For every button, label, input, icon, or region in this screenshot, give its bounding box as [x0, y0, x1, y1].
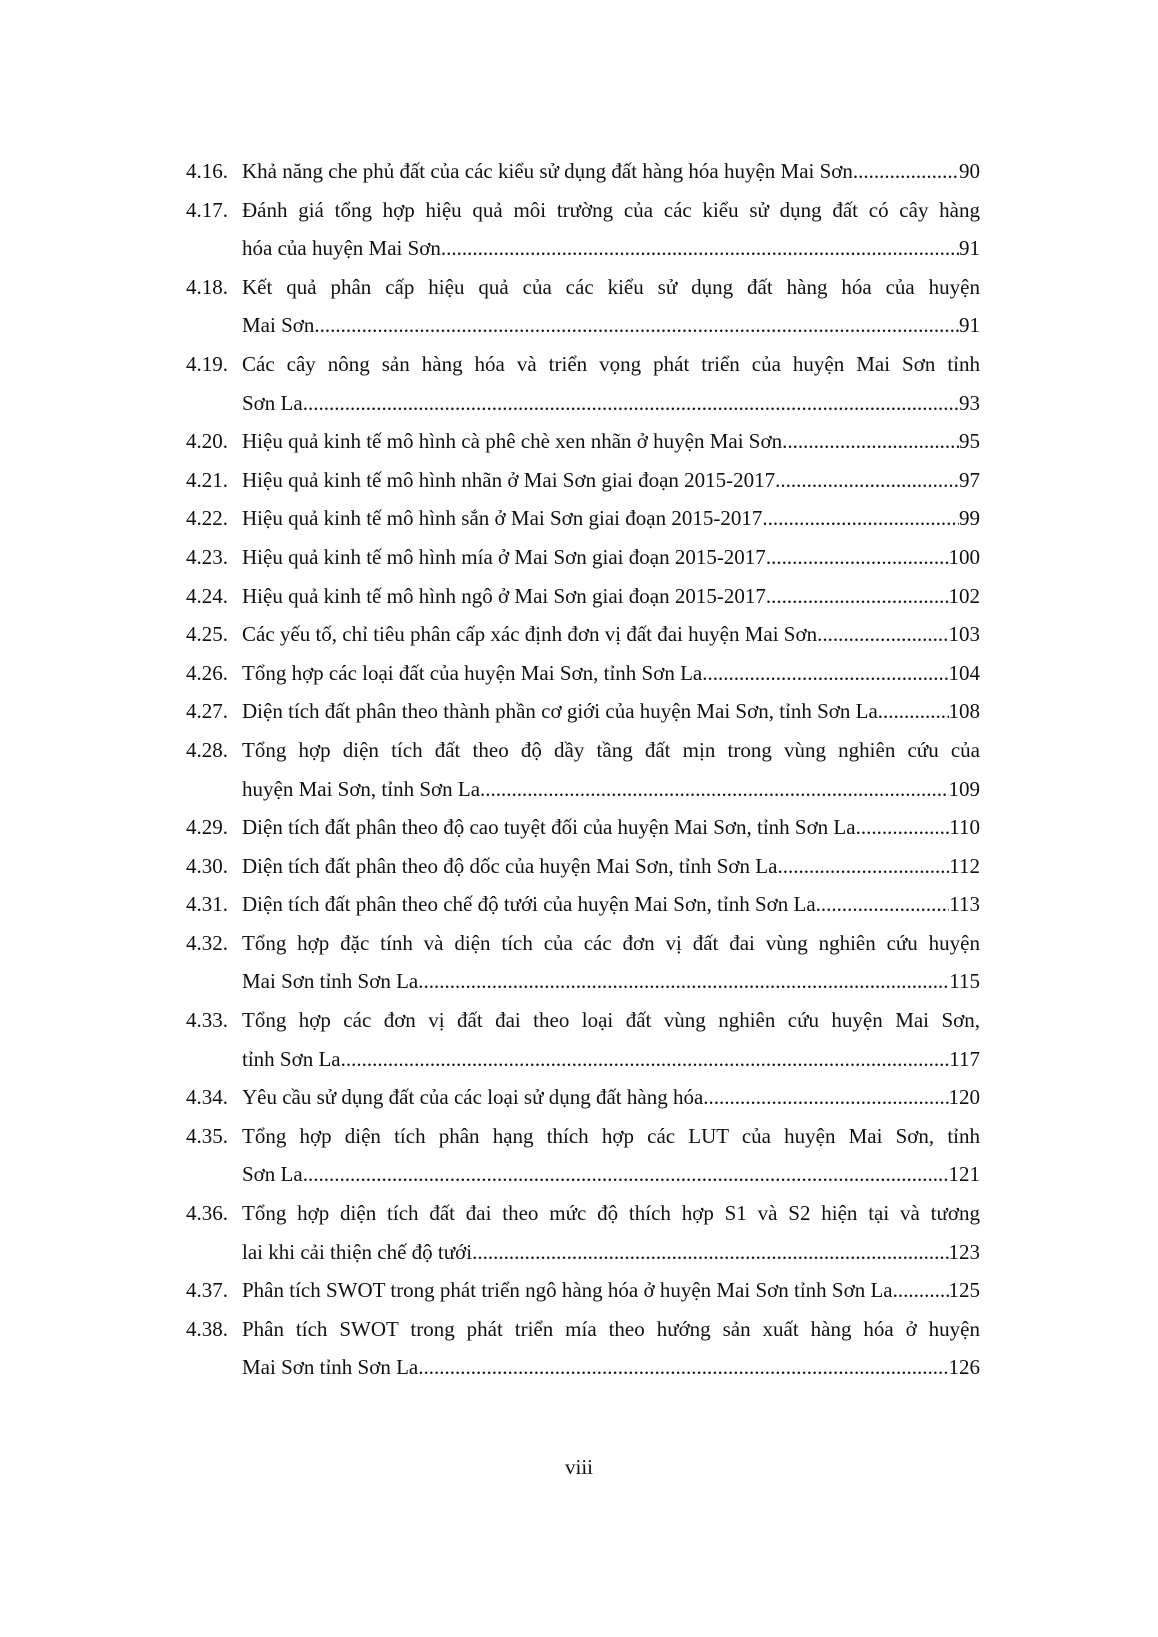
toc-entry[interactable] — [186, 499, 980, 538]
toc-entry-number: 4.24. — [186, 583, 228, 608]
toc-entry[interactable] — [186, 924, 980, 1001]
toc-entry-page: 121 — [948, 1162, 980, 1187]
toc-entry[interactable] — [186, 422, 980, 461]
dot-leader — [775, 461, 959, 500]
toc-entry[interactable] — [186, 1117, 980, 1194]
toc-entry-title-line: Hiệu quả kinh tế mô hình sắn ở Mai Sơn giai đoạn 2015-2017 — [242, 506, 763, 531]
toc-entry[interactable] — [186, 731, 980, 808]
toc-entry-title-line: Diện tích đất phân theo thành phần cơ giới của huyện Mai Sơn, tỉnh Sơn La — [242, 699, 878, 724]
toc-entry[interactable] — [186, 577, 980, 616]
toc-entry-number: 4.25. — [186, 622, 228, 647]
toc-entry-title-line: Các yếu tố, chỉ tiêu phân cấp xác định đơn vị đất đai huyện Mai Sơn — [242, 622, 818, 647]
page-number: viii — [564, 1455, 593, 1479]
toc-entry-last-line — [242, 577, 980, 616]
toc-entry[interactable] — [186, 1078, 980, 1117]
toc-entry-number: 4.30. — [186, 853, 228, 878]
toc-entry-number: 4.31. — [186, 892, 228, 917]
toc-entry-title-line: Mai Sơn tỉnh Sơn La — [242, 1355, 419, 1380]
toc-entry-title-line: Sơn La — [242, 390, 303, 415]
dot-leader — [762, 499, 959, 538]
dot-leader — [303, 1155, 949, 1194]
toc-entry-page: 109 — [948, 776, 980, 801]
toc-entry[interactable] — [186, 461, 980, 500]
toc-entry-number: 4.16. — [186, 159, 228, 183]
dot-leader — [303, 384, 959, 423]
dot-leader — [856, 808, 950, 847]
toc-entry-title-line: Khả năng che phủ đất của các kiểu sử dụng đất hàng hóa huyện Mai Sơn — [242, 159, 853, 183]
toc-entry-title-line: Tổng hợp diện tích đất theo độ dầy tầng đất mịn trong vùng nghiên cứu của — [242, 737, 980, 762]
dot-leader — [341, 1040, 950, 1079]
toc-entry-last-line — [242, 885, 980, 924]
toc-entry-page: 90 — [959, 159, 980, 183]
toc-entry-last-line — [242, 538, 980, 577]
toc-entry-title-line: Các cây nông sản hàng hóa và triển vọng phát triển của huyện Mai Sơn tỉnh — [242, 351, 980, 376]
toc-entry-page: 95 — [959, 429, 980, 454]
toc-entry-number: 4.23. — [186, 544, 228, 569]
toc-entry-title-line: Tổng hợp các loại đất của huyện Mai Sơn, tỉnh Sơn La — [242, 660, 703, 685]
toc-entry[interactable] — [186, 808, 980, 847]
toc-entry-title-line: Tổng hợp diện tích phân hạng thích hợp các LUT của huyện Mai Sơn, tỉnh — [242, 1123, 980, 1148]
dot-leader — [816, 885, 950, 924]
toc-entry-last-line — [242, 962, 980, 1001]
toc-entry-number: 4.28. — [186, 737, 228, 762]
toc-entry[interactable] — [186, 1001, 980, 1078]
dot-leader — [418, 1348, 948, 1387]
toc-entry-page: 100 — [948, 544, 980, 569]
toc-entry[interactable] — [186, 191, 980, 268]
dot-leader — [418, 962, 949, 1001]
toc-entry-page: 99 — [959, 506, 980, 531]
toc-entry-page: 125 — [948, 1278, 980, 1303]
toc-entry-number: 4.21. — [186, 467, 228, 492]
toc-entry-page: 113 — [949, 892, 980, 917]
toc-entry-page: 104 — [948, 660, 980, 685]
toc-entry-page: 115 — [949, 969, 980, 994]
toc-entry-title-line: Đánh giá tổng hợp hiệu quả môi trường của các kiểu sử dụng đất có cây hàng — [242, 197, 980, 222]
dot-leader — [782, 422, 959, 461]
toc-entry-page: 93 — [959, 390, 980, 415]
toc-entry-last-line — [242, 1155, 980, 1194]
toc-entry-number: 4.19. — [186, 351, 228, 376]
dot-leader — [893, 1271, 949, 1310]
toc-entry-last-line — [242, 461, 980, 500]
toc-entry-title-line: Diện tích đất phân theo chế độ tưới của huyện Mai Sơn, tỉnh Sơn La — [242, 892, 816, 917]
dot-leader — [817, 615, 948, 654]
dot-leader — [766, 538, 949, 577]
toc-entry[interactable] — [186, 1194, 980, 1271]
toc-entry-title-line: Kết quả phân cấp hiệu quả của các kiểu sử dụng đất hàng hóa của huyện — [242, 274, 980, 299]
toc-entry-title-line: Yêu cầu sử dụng đất của các loại sử dụng đất hàng hóa — [242, 1085, 704, 1110]
toc-entry-last-line — [242, 384, 980, 423]
toc-entry-page: 126 — [948, 1355, 980, 1380]
dot-leader — [441, 229, 959, 268]
toc-entry-number: 4.18. — [186, 274, 228, 299]
table-of-contents — [186, 152, 980, 1387]
toc-entry-title-line: Hiệu quả kinh tế mô hình mía ở Mai Sơn giai đoạn 2015-2017 — [242, 544, 766, 569]
toc-entry-last-line — [242, 306, 980, 345]
toc-entry-last-line — [242, 499, 980, 538]
toc-entry[interactable] — [186, 615, 980, 654]
toc-entry-page: 117 — [949, 1046, 980, 1071]
dot-leader — [853, 152, 959, 191]
toc-entry-page: 108 — [948, 699, 980, 724]
toc-entry[interactable] — [186, 345, 980, 422]
toc-entry-page: 91 — [959, 313, 980, 338]
toc-entry-number: 4.32. — [186, 930, 228, 955]
toc-entry[interactable] — [186, 538, 980, 577]
toc-entry-last-line — [242, 654, 980, 693]
toc-entry[interactable] — [186, 847, 980, 886]
dot-leader — [472, 1233, 948, 1272]
toc-entry-number: 4.26. — [186, 660, 228, 685]
toc-entry-number: 4.17. — [186, 197, 228, 222]
toc-entry-title-line: Mai Sơn — [242, 313, 315, 338]
toc-entry-title-line: Tổng hợp các đơn vị đất đai theo loại đất vùng nghiên cứu huyện Mai Sơn, — [242, 1008, 980, 1033]
toc-entry-title-line: Hiệu quả kinh tế mô hình cà phê chè xen nhãn ở huyện Mai Sơn — [242, 429, 783, 454]
toc-entry-title-line: Tổng hợp đặc tính và diện tích của các đơn vị đất đai vùng nghiên cứu huyện — [242, 930, 980, 955]
toc-entry-number: 4.38. — [186, 1316, 228, 1341]
toc-entry-last-line — [242, 229, 980, 268]
toc-entry-last-line — [242, 1040, 980, 1079]
toc-entry-page: 123 — [948, 1239, 980, 1264]
toc-entry-number: 4.20. — [186, 429, 228, 454]
toc-entry-title-line: Diện tích đất phân theo độ dốc của huyện Mai Sơn, tỉnh Sơn La — [242, 853, 778, 878]
toc-entry-number: 4.33. — [186, 1008, 228, 1033]
toc-entry-title-line: lai khi cải thiện chế độ tưới — [242, 1239, 473, 1264]
toc-entry[interactable] — [186, 268, 980, 345]
toc-entry-title-line: huyện Mai Sơn, tỉnh Sơn La — [242, 776, 481, 801]
toc-entry-last-line — [242, 1078, 980, 1117]
toc-entry-last-line — [242, 1271, 980, 1310]
toc-entry-page: 112 — [949, 853, 980, 878]
toc-entry-page: 91 — [959, 236, 980, 261]
toc-entry[interactable] — [186, 885, 980, 924]
toc-entry-number: 4.29. — [186, 815, 228, 840]
dot-leader — [777, 847, 949, 886]
toc-entry-page: 120 — [948, 1085, 980, 1110]
toc-entry[interactable] — [186, 152, 980, 191]
toc-entry-number: 4.36. — [186, 1201, 228, 1226]
toc-entry[interactable] — [186, 1310, 980, 1387]
dot-leader — [702, 654, 948, 693]
toc-entry-number: 4.35. — [186, 1123, 228, 1148]
toc-entry-page: 102 — [948, 583, 980, 608]
toc-entry-page: 103 — [948, 622, 980, 647]
toc-entry-title-line: Phân tích SWOT trong phát triển mía theo hướng sản xuất hàng hóa ở huyện — [242, 1316, 980, 1341]
toc-entry-title-line: Mai Sơn tỉnh Sơn La — [242, 969, 419, 994]
toc-entry-last-line — [242, 692, 980, 731]
toc-entry-last-line — [242, 1348, 980, 1387]
toc-entry[interactable] — [186, 1271, 980, 1310]
toc-entry-last-line — [242, 422, 980, 461]
toc-entry-number: 4.27. — [186, 699, 228, 724]
toc-entry-last-line — [242, 808, 980, 847]
toc-entry-number: 4.22. — [186, 506, 228, 531]
toc-entry-title-line: Phân tích SWOT trong phát triển ngô hàng hóa ở huyện Mai Sơn tỉnh Sơn La — [242, 1278, 893, 1303]
toc-entry-title-line: Hiệu quả kinh tế mô hình ngô ở Mai Sơn giai đoạn 2015-2017 — [242, 583, 766, 608]
toc-entry-last-line — [242, 770, 980, 809]
toc-entry[interactable] — [186, 654, 980, 693]
toc-entry-title-line: Tổng hợp diện tích đất đai theo mức độ thích hợp S1 và S2 hiện tại và tương — [242, 1201, 980, 1226]
dot-leader — [703, 1078, 948, 1117]
toc-entry-title-line: Diện tích đất phân theo độ cao tuyệt đối của huyện Mai Sơn, tỉnh Sơn La — [242, 815, 856, 840]
dot-leader — [480, 770, 948, 809]
dot-leader — [878, 692, 949, 731]
toc-entry-last-line — [242, 152, 980, 191]
toc-entry[interactable] — [186, 692, 980, 731]
toc-entry-title-line: hóa của huyện Mai Sơn — [242, 236, 441, 261]
toc-entry-title-line: Sơn La — [242, 1162, 303, 1187]
dot-leader — [766, 577, 949, 616]
toc-entry-number: 4.34. — [186, 1085, 228, 1110]
toc-entry-page: 97 — [959, 467, 980, 492]
dot-leader — [314, 306, 959, 345]
toc-entry-last-line — [242, 615, 980, 654]
toc-entry-number: 4.37. — [186, 1278, 228, 1303]
toc-entry-title-line: tỉnh Sơn La — [242, 1046, 341, 1071]
toc-entry-last-line — [242, 847, 980, 886]
toc-entry-last-line — [242, 1233, 980, 1272]
toc-entry-page: 110 — [949, 815, 980, 840]
toc-entry-title-line: Hiệu quả kinh tế mô hình nhãn ở Mai Sơn giai đoạn 2015-2017 — [242, 467, 776, 492]
